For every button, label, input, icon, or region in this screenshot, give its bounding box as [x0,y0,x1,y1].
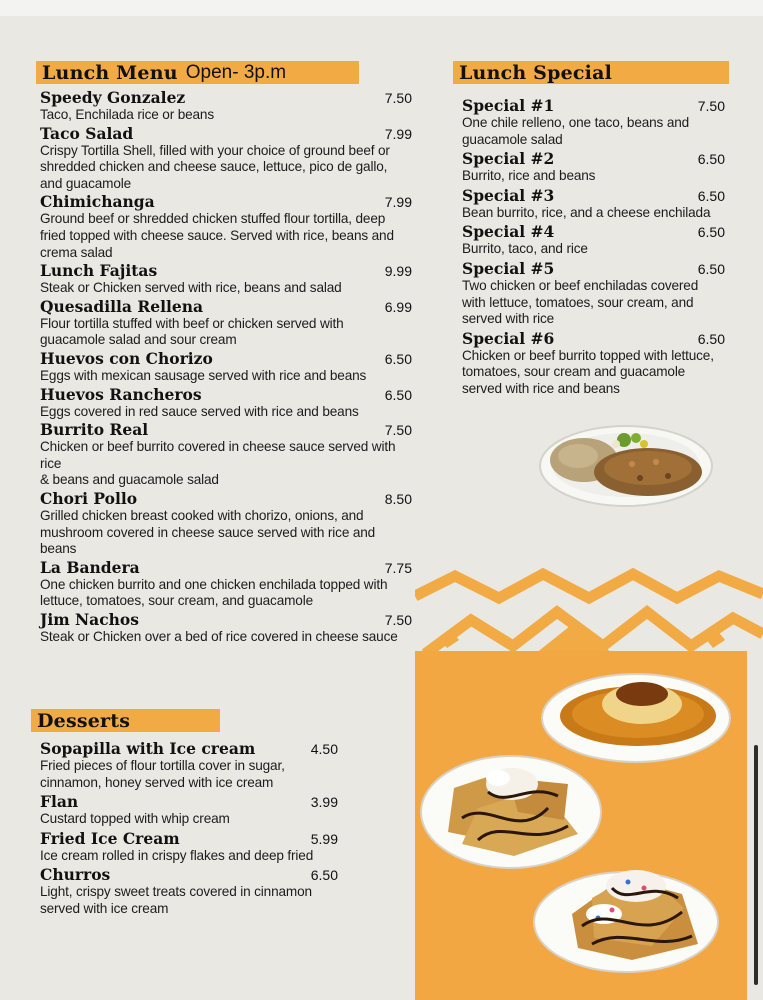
decorative-pattern [415,568,763,654]
menu-item-name: Quesadilla Rellena [40,296,204,316]
menu-item-header [462,150,725,168]
menu-item-header [462,187,725,205]
menu-item-description: Ground beef or shredded chicken stuffed flour tortilla, deep fried topped with cheese sauce. Served with rice, beans and crema salad [40,211,394,260]
menu-item-description: Grilled chicken breast cooked with chorizo, onions, and mushroom covered in cheese sauce served with rice and beans [40,507,376,557]
menu-item-header [40,386,412,404]
menu-item-header [40,298,412,316]
menu-item-description: Burrito, taco, and rice [462,241,588,257]
menu-item-name: Special #5 [462,258,555,278]
menu-item-description: Custard topped with whip cream [40,811,230,827]
menu-item [40,740,338,791]
menu-item-price: 7.75 [384,559,412,576]
lunch-menu-list [40,89,412,645]
menu-item-name: Lunch Fajitas [40,261,158,281]
menu-item-price: 4.50 [310,741,338,757]
menu-item [40,350,412,385]
scrollbar[interactable] [754,745,758,985]
menu-item-header [40,611,412,629]
menu-item-name: Special #3 [462,185,555,205]
menu-item-header [40,559,412,577]
menu-item-description: Ice cream rolled in crispy flakes and deep fried [40,847,314,863]
menu-item-name: Jim Nachos [40,609,140,629]
menu-item-name: Chori Pollo [40,488,138,508]
menu-item-description: Eggs with mexican sausage served with rice and beans [40,367,367,383]
menu-item [40,386,412,421]
menu-item-name: Speedy Gonzalez [40,88,186,107]
menu-item-description: Burrito, rice and beans [462,168,596,184]
menu-item-description: Chicken or beef burrito covered in cheese sauce served with rice & beans and guacamole salad [40,439,396,488]
lunch-menu-header [36,61,359,84]
menu-item-price: 7.99 [384,125,412,142]
menu-item [40,89,412,124]
menu-item-price: 8.50 [384,490,412,507]
menu-item-name: Special #4 [462,222,555,242]
menu-item-name: La Bandera [40,557,140,577]
menu-item-description: Light, crispy sweet treats covered in cinnamon served with ice cream [40,884,312,916]
menu-item [462,260,725,328]
menu-item-name: Churros [40,865,111,885]
top-band [0,0,763,16]
menu-item [40,298,412,349]
menu-item-price: 7.50 [384,611,412,628]
menu-item-header [40,793,338,811]
menu-item-header [40,89,412,107]
menu-item-description: Steak or Chicken over a bed of rice covered in cheese sauce [40,628,398,644]
menu-item-price: 6.99 [384,298,412,315]
menu-item-description: Bean burrito, rice, and a cheese enchilada [462,204,711,220]
menu-item-price: 6.50 [310,867,338,884]
menu-item-header [40,830,338,848]
menu-item-name: Fried Ice Cream [40,828,180,848]
menu-item-header [462,97,725,115]
menu-item-name: Special #1 [462,96,555,115]
lunch-menu-title: Lunch Menu [42,61,178,84]
menu-item [40,262,412,297]
menu-item-header [462,223,725,241]
menu-item-price: 6.50 [384,350,412,367]
menu-item-name: Flan [40,792,79,812]
menu-item-price: 7.50 [384,422,412,439]
lunch-special-list [462,97,725,398]
menu-item-header [40,490,412,508]
menu-item-header [40,421,412,439]
lunch-special-title: Lunch Special [459,61,612,84]
churros-plate-image [532,848,720,976]
menu-item-price: 5.99 [310,830,338,847]
desserts-header [31,709,220,732]
menu-item [40,490,412,558]
rice-beans-plate-image [536,418,716,510]
menu-item-description: Chicken or beef burrito topped with lettuce, tomatoes, sour cream and guacamole served with rice and beans [462,347,714,396]
menu-item-price: 3.99 [310,794,338,811]
lunch-special-header [453,61,729,84]
menu-item-header [40,866,338,884]
menu-item [40,793,338,828]
menu-item [40,830,338,865]
menu-item-price: 7.99 [384,194,412,211]
menu-item-price: 9.99 [384,263,412,280]
menu-item-price: 6.50 [697,260,725,277]
menu-item-price: 6.50 [697,224,725,241]
menu-item [40,866,338,917]
lunch-menu-hours: Open- 3p.m [185,61,287,83]
menu-item-description: Eggs covered in red sauce served with rice and beans [40,403,359,419]
menu-item [40,611,412,646]
menu-item-name: Sopapilla with Ice cream [40,739,256,758]
menu-item-header [40,262,412,280]
menu-item-description: One chile relleno, one taco, beans and guacamole salad [462,115,690,147]
menu-item [462,223,725,258]
menu-item-price: 7.50 [697,98,725,114]
menu-item-price: 6.50 [697,187,725,204]
menu-item-price: 6.50 [384,386,412,403]
desserts-title: Desserts [37,709,131,732]
menu-item [40,421,412,489]
menu-item [462,150,725,185]
menu-item-description: Taco, Enchilada rice or beans [40,107,214,122]
menu-item-header [40,740,338,758]
menu-item-header [40,350,412,368]
menu-item-description: Steak or Chicken served with rice, beans and salad [40,280,342,296]
menu-item [462,330,725,398]
menu-item-header [462,260,725,278]
menu-item [40,125,412,193]
menu-item-price: 6.50 [697,330,725,347]
menu-item-description: Two chicken or beef enchiladas covered with lettuce, tomatoes, sour cream, and served with rice [462,277,699,327]
menu-item-description: Flour tortilla stuffed with beef or chicken served with guacamole salad and sour cream [40,315,344,348]
menu-item-name: Burrito Real [40,420,149,440]
desserts-list [40,740,338,918]
menu-item-description: Fried pieces of flour tortilla cover in sugar, cinnamon, honey served with ice cream [40,758,285,790]
menu-item-description: One chicken burrito and one chicken enchilada topped with lettuce, tomatoes, sour cream, and guacamole [40,576,388,609]
menu-item [462,187,725,222]
menu-item-name: Huevos Rancheros [40,384,202,404]
menu-item [462,97,725,148]
menu-item-name: Special #2 [462,149,555,169]
menu-item-name: Special #6 [462,328,555,348]
menu-item-name: Taco Salad [40,123,134,143]
menu-item [40,193,412,261]
menu-item-price: 7.50 [384,90,412,106]
menu-item-header [40,193,412,211]
menu-item-header [462,330,725,348]
menu-item-name: Chimichanga [40,192,155,212]
menu-item-description: Crispy Tortilla Shell, filled with your choice of ground beef or shredded chicken and cheese sauce, lettuce, pico de gallo, and guacamole [40,142,390,191]
menu-item-name: Huevos con Chorizo [40,348,213,368]
menu-item [40,559,412,610]
menu-item-price: 6.50 [697,151,725,168]
menu-item-header [40,125,412,143]
